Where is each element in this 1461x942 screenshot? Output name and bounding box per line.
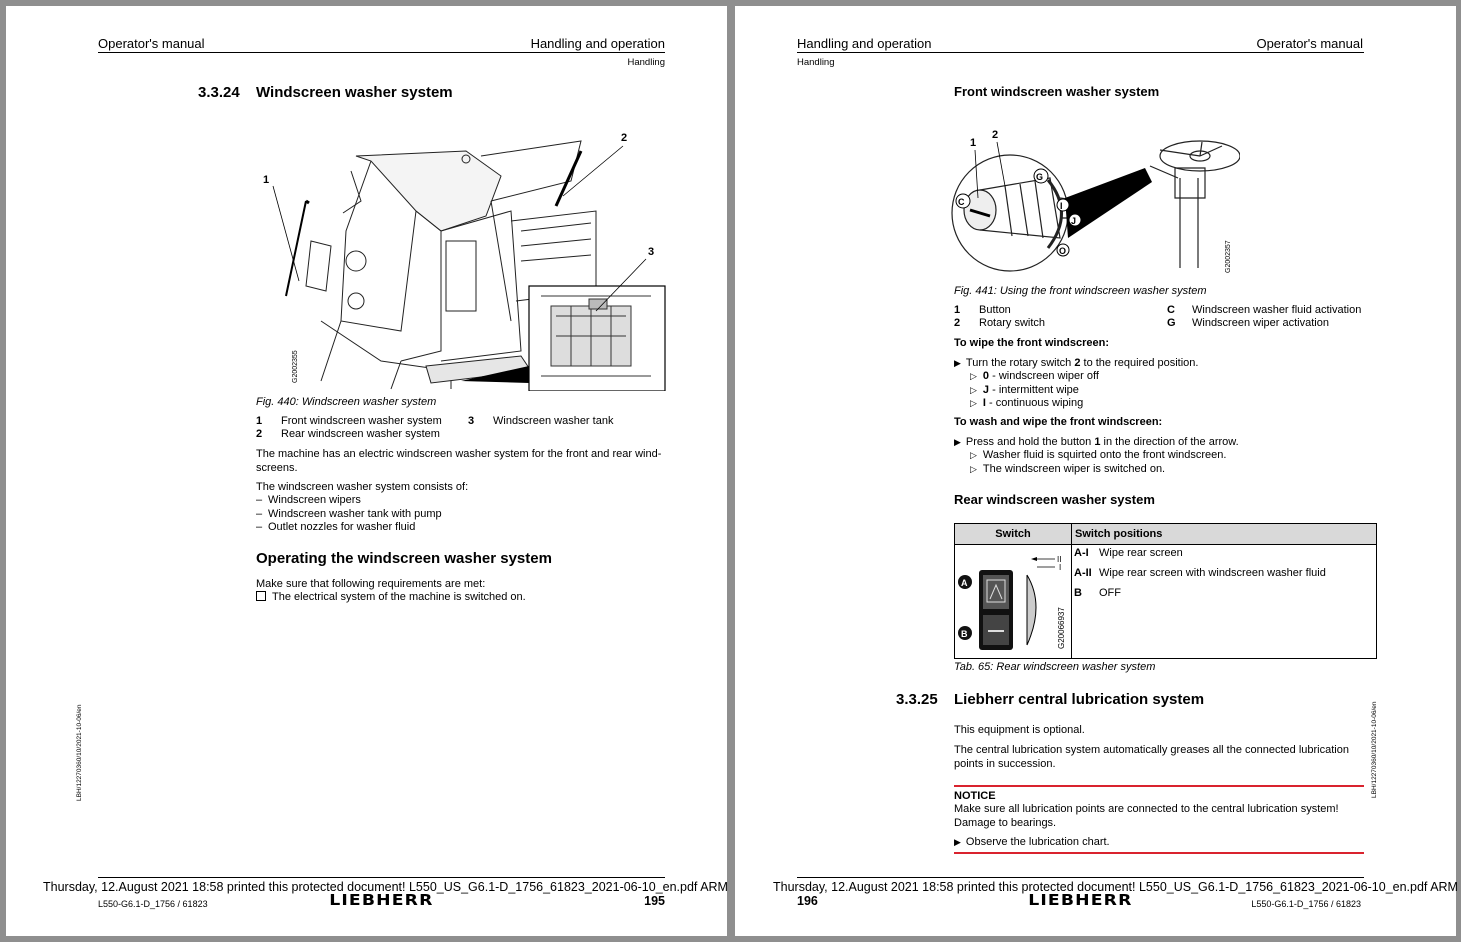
rear-washer-table xyxy=(954,523,1377,659)
notice-action: ▶ Observe the lubrication chart. xyxy=(954,836,1110,848)
legend-text: Front windscreen washer system xyxy=(281,415,442,427)
side-code: LBH/12270360/10/2021-10-06/en xyxy=(1371,701,1378,798)
paragraph-line: points in succession. xyxy=(954,757,1056,770)
switch-label-a: A xyxy=(961,578,968,588)
header-left: Operator's manual xyxy=(98,36,205,51)
legend-num: 3 xyxy=(468,415,475,427)
position-row: B OFF xyxy=(1074,587,1121,599)
figure-caption: Fig. 441: Using the front windscreen washer system xyxy=(954,285,1207,297)
optional-note: This equipment is optional. xyxy=(954,724,1085,736)
header-rule xyxy=(797,52,1364,53)
washer-system-figure xyxy=(251,121,671,391)
intro-paragraph xyxy=(256,448,661,475)
result-arrow-icon: ▷ xyxy=(970,463,977,474)
letter-c: C xyxy=(958,197,965,207)
position-label-ii: II xyxy=(1057,555,1062,564)
option-item: ▷ 0 - windscreen wiper off xyxy=(970,370,1099,382)
option-item: ▷ I - continuous wiping xyxy=(970,397,1084,409)
footer-rule xyxy=(98,877,665,878)
rocker-switch-figure xyxy=(955,545,1069,655)
operating-heading: Operating the windscreen washer system xyxy=(256,550,552,567)
front-washer-heading: Front windscreen washer system xyxy=(954,84,1160,99)
page-number: 196 xyxy=(797,894,818,908)
wash-step: ▶ Press and hold the button 1 in the direction of the arrow. xyxy=(954,436,1239,448)
letter-g: G xyxy=(1036,172,1044,182)
table-row xyxy=(955,545,1377,659)
legend-item-2 xyxy=(256,428,440,440)
list-item: – Windscreen washer tank with pump xyxy=(256,507,442,520)
notice-title: NOTICE xyxy=(954,790,996,802)
requirement-item: The electrical system of the machine is switched on. xyxy=(256,591,526,605)
callout-1: 1 xyxy=(263,174,270,186)
result-item: ▷ The windscreen wiper is switched on. xyxy=(970,462,1166,475)
section-number: 3.3.24 xyxy=(198,84,240,101)
section-title: Windscreen washer system xyxy=(256,84,453,101)
paragraph-line: screens. xyxy=(256,461,298,474)
legend-item-1 xyxy=(256,415,442,427)
legend-text: Button xyxy=(979,304,1011,316)
print-notice: Thursday, 12.August 2021 18:58 printed this protected document! L550_US_G6.1-D_1756_61823_2021-06-10_en.pdf ARM xyxy=(43,880,728,894)
components-list xyxy=(256,494,442,535)
letter-o: O xyxy=(1059,246,1067,256)
table-image-code: G20066937 xyxy=(1057,607,1066,649)
footer-doc-code: L550-G6.1-D_1756 / 61823 xyxy=(1251,899,1361,909)
arrow-right-icon: ▶ xyxy=(954,358,961,368)
letter-j: J xyxy=(1071,216,1077,226)
table-header-row xyxy=(955,524,1377,545)
section-number: 3.3.25 xyxy=(896,691,938,708)
callout-2: 2 xyxy=(621,132,628,144)
legend-text: Windscreen washer tank xyxy=(493,415,614,427)
legend-num: 2 xyxy=(256,428,263,440)
liebherr-logo: LIEBHERR xyxy=(1028,891,1133,909)
front-washer-figure xyxy=(950,118,1240,288)
table-header-switch: Switch xyxy=(955,524,1072,545)
print-notice: Thursday, 12.August 2021 18:58 printed this protected document! L550_US_G6.1-D_1756_61823_2021-06-10_en.pdf ARM xyxy=(773,880,1458,894)
legend-item-2 xyxy=(954,317,1046,329)
notice-bottom-rule xyxy=(954,852,1364,854)
position-row: A-I Wipe rear screen xyxy=(1074,547,1183,559)
manual-page-left xyxy=(6,6,727,936)
switch-image-cell xyxy=(955,545,1072,659)
legend-num: C xyxy=(1167,304,1175,316)
switch-label-b: B xyxy=(961,629,968,639)
table-header-positions: Switch positions xyxy=(1072,524,1377,545)
lubrication-paragraph xyxy=(954,744,1349,771)
figure-caption: Fig. 440: Windscreen washer system xyxy=(256,396,437,408)
legend-item-g xyxy=(1167,317,1329,329)
callout-2: 2 xyxy=(992,129,999,141)
legend-text: Windscreen wiper activation xyxy=(1192,317,1329,329)
header-left: Handling and operation xyxy=(797,36,932,51)
legend-text: Windscreen washer fluid activation xyxy=(1192,304,1362,316)
wipe-heading: To wipe the front windscreen: xyxy=(954,337,1110,349)
legend-num: 2 xyxy=(954,317,961,329)
result-arrow-icon: ▷ xyxy=(970,371,977,381)
notice-line: Make sure all lubrication points are connected to the central lubrication system! xyxy=(954,803,1339,815)
result-arrow-icon: ▷ xyxy=(970,450,977,460)
notice-line: Damage to bearings. xyxy=(954,816,1057,829)
letter-i: I xyxy=(1060,201,1063,211)
table-caption: Tab. 65: Rear windscreen washer system xyxy=(954,661,1156,673)
components-intro: The windscreen washer system consists of: xyxy=(256,481,469,493)
requirements-intro: Make sure that following requirements are met: xyxy=(256,578,486,590)
list-item: – Windscreen wipers xyxy=(256,494,361,506)
switch-positions-cell xyxy=(1072,545,1377,659)
header-right: Operator's manual xyxy=(1256,36,1363,51)
legend-item-c xyxy=(1167,304,1362,316)
paragraph-line: The machine has an electric windscreen washer system for the front and rear wind- xyxy=(256,448,662,460)
result-arrow-icon: ▷ xyxy=(970,398,977,408)
result-arrow-icon: ▷ xyxy=(970,384,977,395)
notice-top-rule xyxy=(954,785,1364,787)
header-sub: Handling xyxy=(627,57,665,68)
result-item: ▷ Washer fluid is squirted onto the front windscreen. xyxy=(970,449,1227,461)
wash-results xyxy=(970,449,1226,476)
figure-code: G2002357 xyxy=(1225,240,1232,273)
footer-rule xyxy=(797,877,1364,878)
liebherr-logo: LIEBHERR xyxy=(329,891,434,909)
wipe-options xyxy=(970,370,1099,411)
arrow-right-icon: ▶ xyxy=(954,837,961,847)
callout-1: 1 xyxy=(970,137,977,149)
section-title: Liebherr central lubrication system xyxy=(954,691,1205,708)
list-item: – Outlet nozzles for washer fluid xyxy=(256,521,416,533)
notice-text xyxy=(954,803,1339,830)
wipe-step: ▶ Turn the rotary switch 2 to the required position. xyxy=(954,357,1199,369)
legend-num: 1 xyxy=(256,415,263,427)
footer-doc-code: L550-G6.1-D_1756 / 61823 xyxy=(98,899,208,909)
wash-heading: To wash and wipe the front windscreen: xyxy=(954,416,1163,428)
legend-item-1 xyxy=(954,304,1011,316)
checkbox-icon xyxy=(256,591,266,601)
callout-3: 3 xyxy=(648,246,655,258)
manual-page-right xyxy=(735,6,1456,936)
legend-item-3 xyxy=(468,415,614,427)
header-sub: Handling xyxy=(797,57,835,68)
paragraph-line: The central lubrication system automatically greases all the connected lubrication xyxy=(954,744,1349,756)
legend-num: 1 xyxy=(954,304,961,316)
legend-num: G xyxy=(1167,317,1176,329)
side-code: LBH/12270360/10/2021-10-06/en xyxy=(76,704,83,801)
page-number: 195 xyxy=(644,894,665,908)
option-item: ▷ J - intermittent wipe xyxy=(970,383,1079,396)
figure-code: G2002355 xyxy=(292,350,299,383)
position-row: A-II Wipe rear screen with windscreen washer fluid xyxy=(1074,567,1326,579)
legend-text: Rear windscreen washer system xyxy=(281,428,440,440)
arrow-right-icon: ▶ xyxy=(954,437,961,447)
rear-washer-heading: Rear windscreen washer system xyxy=(954,492,1155,507)
position-label-i: I xyxy=(1059,563,1062,572)
header-rule xyxy=(98,52,665,53)
legend-text: Rotary switch xyxy=(979,317,1046,329)
header-right: Handling and operation xyxy=(530,36,665,51)
